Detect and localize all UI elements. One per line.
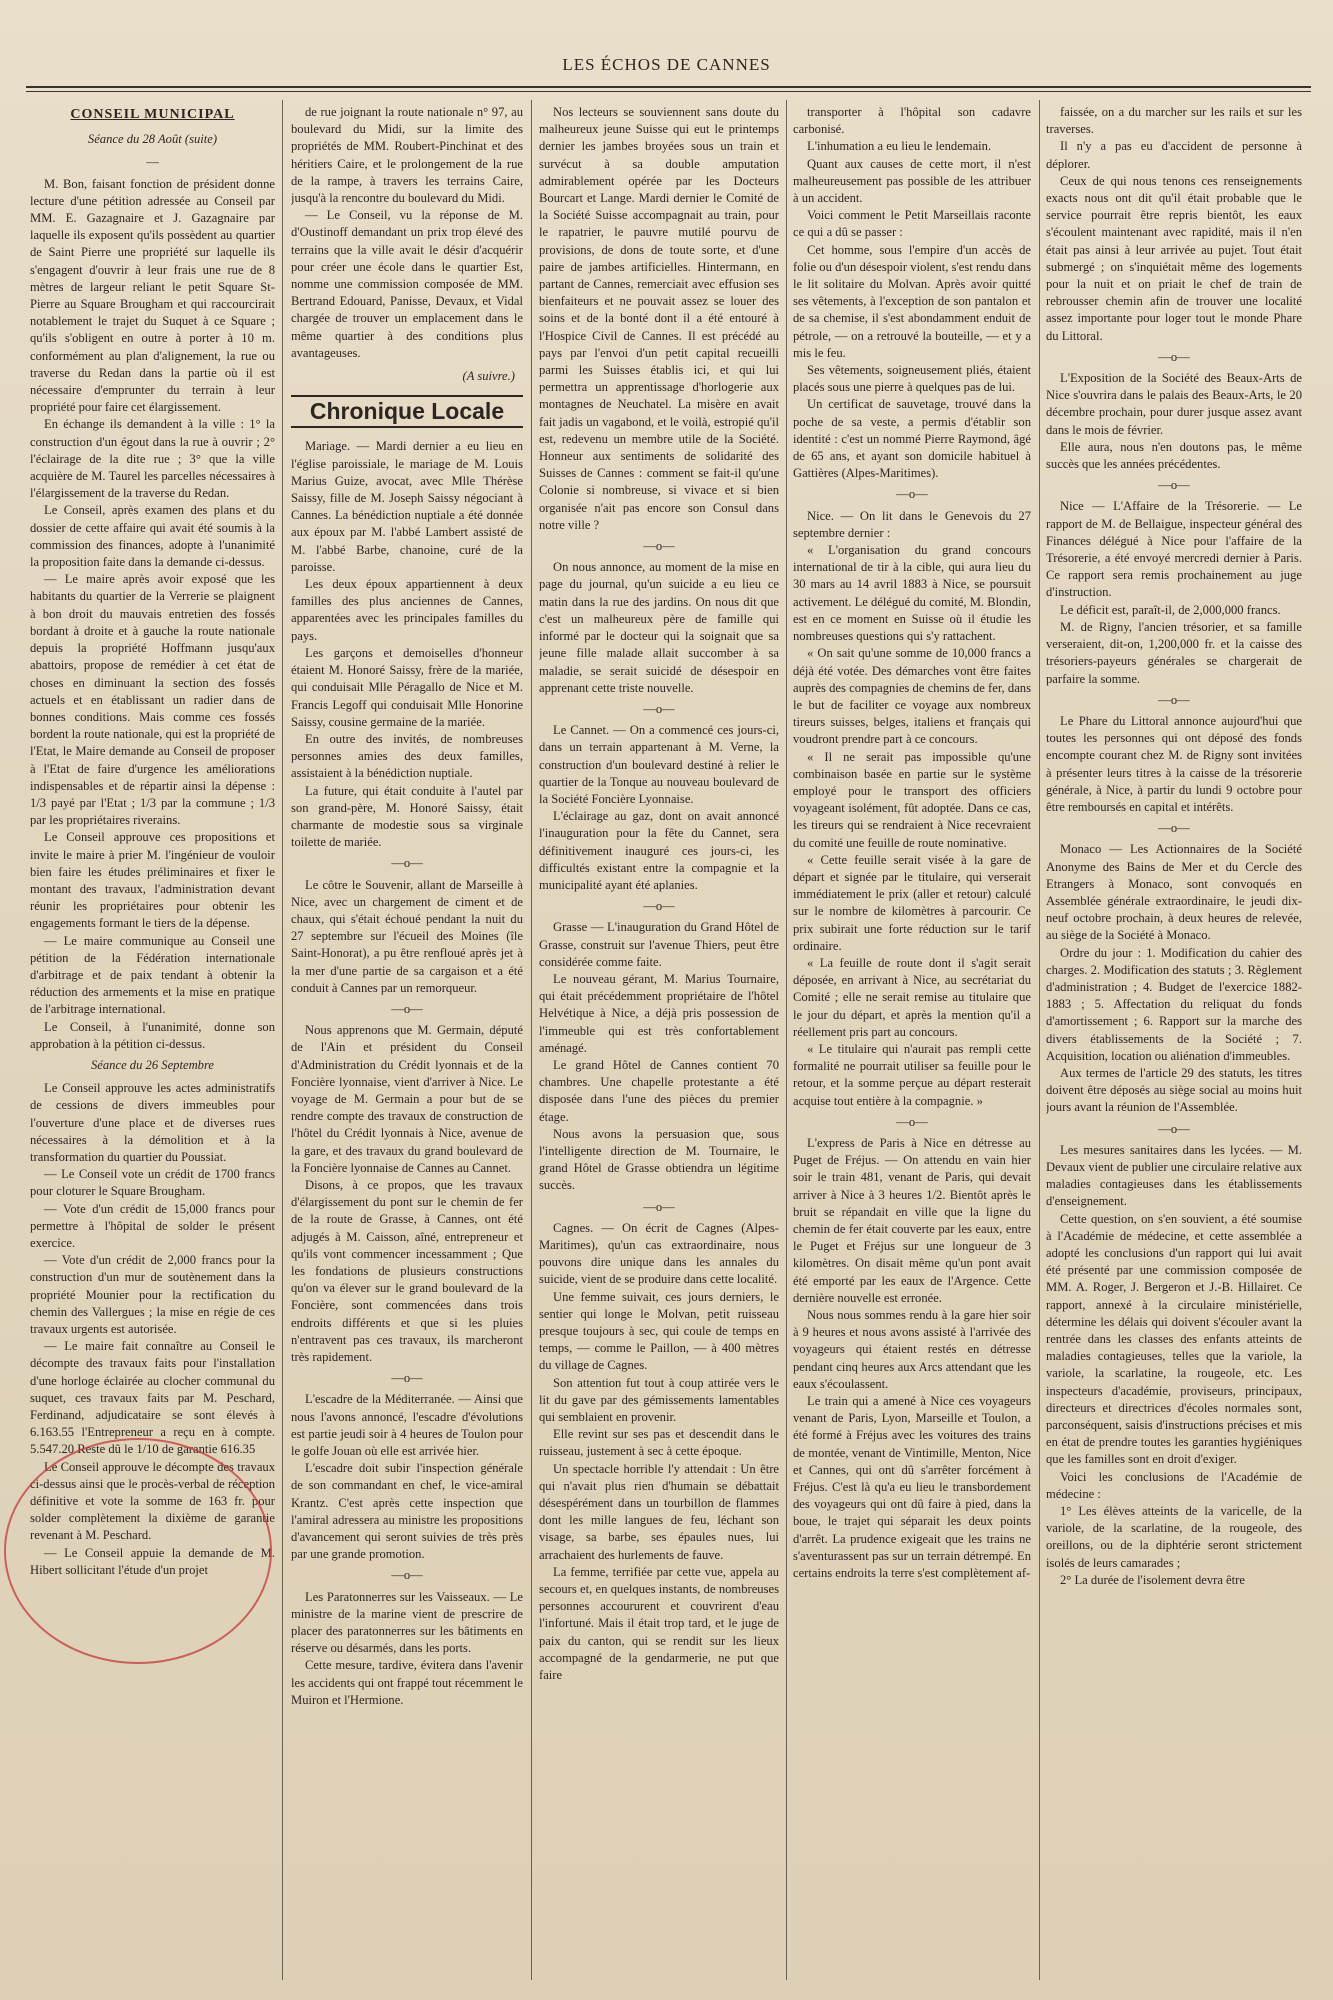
- paragraph: — Le Conseil vote un crédit de 1700 francs pour cloturer le Square Brougham.: [30, 1167, 275, 1199]
- paragraph: Un certificat de sauvetage, trouvé dans la poche de sa veste, a permis d'établir son identité : c'est un nommé Pierre Raymond, âgé de 65 ans, et ayant son domicile habituel à Gattières (Alpes-Maritimes).: [793, 397, 1031, 481]
- paragraph: Le Conseil approuve les actes administratifs de cessions de divers immeubles pour l'ouverture d'une place et de diverses rues nécessaires à la démolition et à la transformation du quartier du Poussiat.: [30, 1081, 275, 1164]
- paragraph: — Le Conseil, vu la réponse de M. d'Oustinoff demandant un prix trop élevé des terrains que la ville avait le désir d'acquérir pour créer une école dans le quartier Est, nomme une commission composée de MM. Bertrand Edouard, Panisse, Devaux, et Vidal chargée de trouver un emplacement dans le même quartier à des conditions plus avantageuses.: [291, 208, 523, 360]
- separator: —o—: [1158, 821, 1190, 836]
- paragraph: Le côtre le Souvenir, allant de Marseille à Nice, avec un chargement de ciment et de chaux, qui s'était échoué pendant la nuit du 27 septembre sur l'écueil des Moines (île Saint-Honorat), a pu être renfloué après jet à la mer d'une partie de sa cargaison et a été conduit à Cannes par un remorqueur.: [291, 877, 523, 995]
- session-date: Séance du 26 Septembre: [91, 1057, 214, 1072]
- paragraph: Aux termes de l'article 29 des statuts, les titres doivent être déposés au siège social au moins huit jours avant la réunion de l'Assemblée.: [1046, 1065, 1302, 1115]
- separator: —o—: [391, 1001, 423, 1016]
- paragraph: Ordre du jour : 1. Modification du cahier des charges. 2. Modification des statuts ; 3. Règlement d'administration ; 4. Budget de l'exercice 1882-1883 ; 5. Affectation du reliquat du fonds d'amortissement ; 6. Rapport sur la marche des divers établissements de la Société ; 7. Acquisition, location ou aliénation d'immeubles.: [1046, 945, 1302, 1063]
- separator: —o—: [896, 487, 928, 502]
- paragraph: On nous annonce, au moment de la mise en page du journal, qu'un suicide a eu lieu ce matin dans la rue des jardins. On nous dit que c'est un malheureux père de famille qui informé par le docteur qui la soignait que sa jeune fille malade allait succomber à sa maladie, se serait suicidé de désespoir en apprenant cette triste nouvelle.: [539, 560, 779, 695]
- column-divider: [531, 100, 532, 1980]
- paragraph: Cette question, on s'en souvient, a été soumise à l'Académie de médecine, et cette assemblée a adopté les conclusions d'un rapport qui lui avait été présenté par une commission composée de MM. A. Roger, J. Bergeron et J.-B. Hillairet. Ce rapport, annexé à la circulaire ministérielle, détermine les délais qui doivent s'écouler avant la rentrée dans les classes des enfants atteints de maladies contagieuses, telles que la variole, la variole, la scarlatine, la rougeole, etc. Les inspecteurs d'académie, proviseurs, principaux, directeurs et directrices d'écoles normales sont, parconséquent, saisis d'instructions précises et mis en état de prendre toutes les garanties hygiéniques que les familles sont en droit d'exiger.: [1046, 1211, 1302, 1467]
- paragraph: En échange ils demandent à la ville : 1° la construction d'un égout dans la rue à ouvrir ; 2° l'éclairage de la dite rue ; 3° que la ville acquière de M. Taurel les parcelles nécessaires à l'élargissement de la traverse du Redan.: [30, 417, 275, 501]
- paragraph: Le nouveau gérant, M. Marius Tournaire, qui était précédemment propriétaire de l'hôtel Helvétique à Nice, a déjà pris possession de l'immeuble qui est très confortablement aménagé.: [539, 971, 779, 1055]
- paragraph: Voici les conclusions de l'Académie de médecine :: [1046, 1469, 1302, 1501]
- paragraph: Ceux de qui nous tenons ces renseignements exacts nous ont dit qu'il était probable que le service pourrait être repris bientôt, les eaux s'écoulent maintenant avec rapidité, mais il n'en était pas ainsi à leur arrivée au pujet. Tout était submergé ; on s'inquiétait même des logements pour la nuit et on priait le chef de train de rebrousser chemin afin de trouver une localité assez importante pour loger tout le monde Phare du Littoral.: [1046, 173, 1302, 343]
- paragraph: Cette mesure, tardive, évitera dans l'avenir les accidents qui ont frappé tout récemment le Muiron et l'Hermione.: [291, 1658, 523, 1707]
- separator: —o—: [1158, 1121, 1190, 1136]
- separator: —o—: [896, 1114, 928, 1129]
- paragraph: Les mesures sanitaires dans les lycées. — M. Devaux vient de publier une circulaire relative aux maladies contagieuses dans les établissements d'enseignement.: [1046, 1142, 1302, 1209]
- paragraph: « Il ne serait pas impossible qu'une combinaison basée en partie sur le système employé pour le transport des officiers voyageant isolément, fût adoptée. Dans ce cas, les tireurs qui se rendraient à Nice recevraient du comité une feuille de route nominative.: [793, 749, 1031, 850]
- column-4: [793, 104, 1031, 1984]
- paragraph: transporter à l'hôpital son cadavre carbonisé.: [793, 105, 1031, 137]
- separator: —o—: [643, 1199, 675, 1214]
- paragraph: La femme, terrifiée par cette vue, appela au secours et, en quelques instants, de nombreuses personnes accoururent et couvrirent d'eau l'infortuné. Mais il était trop tard, et le juge de paix du canton, qui se rendit sur les lieux accompagné de la gendarmerie, ne put que faire: [539, 1564, 779, 1683]
- red-ink-circle-mark: [4, 1438, 272, 1664]
- paragraph: Les deux époux appartiennent à deux familles des plus anciennes de Cannes, apparentées avec les principales familles du pays.: [291, 577, 523, 643]
- paragraph: Le grand Hôtel de Cannes contient 70 chambres. Une chapelle protestante a été disposée dans l'une des pièces du premier étage.: [539, 1057, 779, 1124]
- paragraph: Nous avons la persuasion que, sous l'intelligente direction de M. Tournaire, le grand Hôtel de Grasse obtiendra un légitime succès.: [539, 1126, 779, 1193]
- separator: —o—: [391, 1568, 423, 1583]
- paragraph: « L'organisation du grand concours international de tir à la cible, qui aura lieu du 30 mars au 14 avril 1883 à Nice, se poursuit activement. Le délégué du comité, M. Blondin, est en ce moment en Suisse où il étudie les nombreuses questions qui s'y rattachent.: [793, 543, 1031, 644]
- paragraph: « Cette feuille serait visée à la gare de départ et signée par le titulaire, qui verserait immédiatement le prix (aller et retour) calculé sur le nombre de kilomètres à parcourir. Ce prix subirait une forte réduction sur le tarif ordinaire.: [793, 852, 1031, 953]
- separator: —o—: [643, 539, 675, 554]
- paragraph: Elle aura, nous n'en doutons pas, le même succès que les années précédentes.: [1046, 439, 1302, 472]
- separator: —o—: [643, 899, 675, 914]
- paragraph: En outre des invités, de nombreuses personnes amies des deux familles, assistaient à la bénédiction nuptiale.: [291, 731, 523, 781]
- section-title-chronique: Chronique Locale: [291, 395, 523, 428]
- paragraph: Les Paratonnerres sur les Vaisseaux. — Le ministre de la marine vient de prescrire de placer des paratonnerres sur les bâtiments en réserve ou désarmés, dans les ports.: [291, 1589, 523, 1656]
- paragraph: Grasse — L'inauguration du Grand Hôtel de Grasse, construit sur l'avenue Thiers, peut être considérée comme faite.: [539, 920, 779, 969]
- paragraph: L'escadre doit subir l'inspection générale de son commandant en chef, le vice-amiral Krantz. C'est après cette inspection que l'amiral adressera au ministre les propositions d'avancement qui seront suivies de très près par une grande promotion.: [291, 1461, 523, 1562]
- column-3: [539, 104, 779, 1984]
- paragraph: Cagnes. — On écrit de Cagnes (Alpes-Maritimes), qu'un cas extraordinaire, nous pouvons dire unique dans les annales du suicide, vient de se produire dans cette localité.: [539, 1220, 779, 1287]
- column-2: [291, 104, 523, 1984]
- header-rule-thin: [26, 91, 1311, 92]
- paragraph: Nous apprenons que M. Germain, député de l'Ain et président du Conseil d'Administration du Crédit lyonnais et de la Foncière lyonnaise, vient d'arriver à Nice. Le voyage de M. Germain a pour but de se rendre compte des travaux de construction de l'hôtel du Crédit lyonnais à Nice, avenue de la gare, et des travaux du grand boulevard de la Foncière lyonnaise de Cannes au Cannet.: [291, 1023, 523, 1175]
- paragraph: Le train qui a amené à Nice ces voyageurs venant de Paris, Lyon, Marseille et Toulon, a été formé à Fréjus avec les voitures des trains de montée, venant de Vintimille, Menton, Nice et Cannes, qui ont dû s'arrêter forcément à Fréjus. C'est là qu'a eu lieu le transbordement des voyageurs qui ont dû faire à pied, dans la boue, le trajet qui séparait les deux points d'arrêt. La prudence exigeait que les trains ne s'aventurassent pas sur un terrain détrempé. En certains endroits la terre s'est complètement af-: [793, 1394, 1031, 1581]
- paragraph: faissée, on a du marcher sur les rails et sur les traverses.: [1046, 105, 1302, 137]
- column-1: [30, 104, 275, 1984]
- paragraph: — Vote d'un crédit de 15,000 francs pour permettre à l'hôpital de solder le présent exercice.: [30, 1201, 275, 1250]
- paragraph: 1° Les élèves atteints de la varicelle, de la variole, de la scarlatine, de la rougeole, des oreillons, ou de la diphtérie seront strictement isolés de leurs camarades ;: [1046, 1504, 1302, 1570]
- paragraph: — Le maire fait connaître au Conseil le décompte des travaux faits pour l'installation d'une horloge éclairée au clocher communal du suquet, ces travaux faits par M. Peschard, Ferdinand, adjudicataire se sont élevés à 6.163.55 l'Entrepreneur a reçu en à compte. 5.547.20 Reste dû le 1/10 de garantie 616.35: [30, 1339, 275, 1457]
- column-5: [1046, 104, 1302, 1984]
- paragraph: 2° La durée de l'isolement devra être: [1060, 1572, 1245, 1587]
- paragraph: Voici comment le Petit Marseillais raconte ce qui a dû se passer :: [793, 208, 1031, 240]
- paragraph: M. Bon, faisant fonction de président donne lecture d'une pétition adressée au Conseil par MM. E. Gazagnaire et J. Gazagnaire par laquelle ils exposent qu'ils possèdent au quartier de Saint Pierre une propriété sur laquelle ils s'engagent d'ouvrir à leur frais une rue de 8 mètres de largeur reliant le petit Square St-Pierre au Square Brougham et qui raccourcirait notablement le trajet du Suquet à ce Square ; qu'ils s'obligent en outre à porter à 10 m. conformément au plan d'alignement, la rue ou traverse du Redan dans la partie où il est nécessaire d'emprunter du terrain à leur propriété pour faire cet élargissement.: [30, 176, 275, 415]
- paragraph: « Le titulaire qui n'aurait pas rempli cette formalité ne pourrait utiliser sa feuille pour le retour, et la somme perçue au départ resterait acquise tout entière à la compagnie. »: [793, 1041, 1031, 1108]
- paragraph: Le Cannet. — On a commencé ces jours-ci, dans un terrain appartenant à M. Verne, la construction d'un boulevard destiné à relier le quartier de la Tonque au nouveau boulevard de la Société Foncière Lyonnaise.: [539, 723, 779, 806]
- paragraph: L'escadre de la Méditerranée. — Ainsi que nous l'avons annoncé, l'escadre d'évolutions est partie jeudi soir à 4 heures de Toulon pour le golfe Jouan où elle est arrivée hier.: [291, 1392, 523, 1459]
- paragraph: Ses vêtements, soigneusement pliés, étaient placés sous une pierre à quelques pas de lui.: [793, 363, 1031, 395]
- paragraph: L'express de Paris à Nice en détresse au Puget de Fréjus. — On attendu en vain hier soir le train 481, venant de Paris, qui devait arriver à Nice à 3 heures 1/2. Bientôt après le bruit se répandait en ville que la ligne du chemin de fer était couverte par les eaux, entre le Puget et Fréjus sur une longueur de 3 kilomètres. On disait même qu'un pont avait été emporté par les eaux de l'Argence. Cette dernière nouvelle est erronée.: [793, 1135, 1031, 1305]
- paragraph: Cet homme, sous l'empire d'un accès de folie ou d'un désespoir violent, s'est rendu dans le lit solitaire du Molvan. Après avoir quitté ses vêtements, à l'exception de son pantalon et de sa chemise, il s'est abondamment enduit de pétrole, — on a retrouvé la bouteille, — et y a mis le feu.: [793, 242, 1031, 360]
- paragraph: — Le Conseil appuie la demande de M. Hibert sollicitant l'étude d'un projet: [30, 1545, 275, 1577]
- paragraph: — Le maire après avoir exposé que les habitants du quartier de la Verrerie se plaignent à bon droit du mauvais entretien des fossés bordant à droite et à gauche la route nationale depuis la propriété Hoffmann jusqu'aux abattoirs, propose de remédier à cet état de choses en diminuant la section des fossés actuels et en établissant un radier dans de bonnes conditions. Mais comme ces fossés bordent la route nationale, qui est la propriété de l'Etat, le Maire demande au Conseil de proposer à l'Etat de faire d'urgence les améliorations indispensables et de répartir ainsi la dépense : 1/3 payé par l'Etat ; 1/3 par la commune ; 1/3 par les propriétaires riverains.: [30, 572, 275, 828]
- paragraph: Le Conseil, à l'unanimité, donne son approbation à la pétition ci-dessus.: [30, 1019, 275, 1051]
- paragraph: de rue joignant la route nationale n° 97, au boulevard du Midi, sur la limite des propriétés de MM. Roubert-Pinchinat et des héritiers Caire, et le prolongement de la rue de la rampe, à travers les terrains Caire, jusqu'à la rencontre du boulevard du Midi.: [291, 105, 523, 206]
- paragraph: Nos lecteurs se souviennent sans doute du malheureux jeune Suisse qui eut le printemps dernier les jambes broyées sous un train et survécut à sa double amputation admirablement opérée par les Docteurs Bourcart et Lange. Mardi dernier le Comité de la Société Suisse accompagnait au train, pour le rapatrier, le pauvre mutilé pourvu de provisions, de dons de toute sorte, et d'une paire de jambes artificielles. Hintermann, en partant de Cannes, remerciait avec effusion ses bienfaiteurs et ne pouvait assez se louer des soins et de la bonté dont il a été entouré à l'Hospice Civil de Cannes. Il est précédé au pays par l'envoi d'un petit capital recueilli parmi les Suisses établis ici, et qui lui permettra un apprentissage d'horlogerie aux montagnes de Neuchatel. La misère en avait fait jadis un vagabond, et le voilà, estropié qu'il est, redevenu un membre utile de la Société. Honneur aux sentiments de solidarité des Suisses de Cannes : comment se fait-il qu'une Colonie si nombreuse, si vivace et si bien organisée n'ait pas encore son Consul dans notre ville ?: [539, 105, 779, 532]
- paragraph: Monaco — Les Actionnaires de la Société Anonyme des Bains de Mer et du Cercle des Etrangers à Monaco, sont convoqués en Assemblée générale extraordinaire, le jeudi dix-neuf octobre prochain, à deux heures de relevée, au siège de la Société à Monaco.: [1046, 842, 1302, 943]
- paragraph: Il n'y a pas eu d'accident de personne à déplorer.: [1046, 139, 1302, 171]
- paragraph: Un spectacle horrible l'y attendait : Un être qui n'avait plus rien d'humain se débattait désespérément dans un tourbillon de flammes dont les mille langues de feu, léchant son visage, sa barbe, ses épaules nues, lui arrachaient des hurlements de fauve.: [539, 1461, 779, 1562]
- paragraph: — Vote d'un crédit de 2,000 francs pour la construction d'un mur de soutènement dans la propriété Mounier pour la rectification du chemin des Vallergues ; la mise en régie de ces travaux urgents est autorisée.: [30, 1253, 275, 1337]
- separator: —o—: [1158, 692, 1190, 707]
- paragraph: M. de Rigny, l'ancien trésorier, et sa famille verseraient, dit-on, 1,200,000 fr. et la caisse des trésoriers-payeurs générales se chargerait de parfaire la somme.: [1046, 619, 1302, 686]
- separator: —o—: [1158, 478, 1190, 493]
- paragraph: Le déficit est, paraît-il, de 2,000,000 francs.: [1060, 602, 1281, 617]
- separator: —o—: [391, 1371, 423, 1386]
- page-header: LES ÉCHOS DE CANNES: [562, 55, 771, 74]
- column-divider: [786, 100, 787, 1980]
- paragraph: Nice. — On lit dans le Genevois du 27 septembre dernier :: [793, 508, 1031, 540]
- separator: —: [146, 155, 159, 170]
- session-date: Séance du 28 Août (suite): [87, 132, 218, 147]
- paragraph: Le Phare du Littoral annonce aujourd'hui que toutes les personnes qui ont déposé des fonds encompte courant chez M. de Rigny sont invitées à présenter leurs titres à la caisse de la trésorerie générale, à Nice, à partir du lundi 9 octobre pour être remboursés en capital et intérêts.: [1046, 713, 1302, 814]
- separator: —o—: [391, 856, 423, 871]
- paragraph: Son attention fut tout à coup attirée vers le lit du gave par des gémissements lamentables qui semblaient en provenir.: [539, 1375, 779, 1425]
- paragraph: Elle revint sur ses pas et descendit dans le ruisseau, justement à sec à cette époque.: [539, 1427, 779, 1459]
- column-divider: [282, 100, 283, 1980]
- separator: —o—: [643, 701, 675, 716]
- paragraph: « La feuille de route dont il s'agit serait déposée, en arrivant à Nice, au secrétariat du Comité ; elle ne serait remise au titulaire que le jour du départ, et après la mention qu'il a réellement pris part au concours.: [793, 955, 1031, 1039]
- paragraph: Mariage. — Mardi dernier a eu lieu en l'église paroissiale, le mariage de M. Louis Marius Guize, avocat, avec Mlle Thérèse Saissy, fille de M. Joseph Saissy négociant à Cannes. La bénédiction nuptiale a été donnée aux époux par M. l'abbé Lambert assisté de M. l'abbé Barbe, chanoine, curé de la paroisse.: [291, 439, 523, 574]
- paragraph: Le Conseil approuve le décompte des travaux ci-dessus ainsi que le procès-verbal de réception définitive et vote la somme de 163 fr. pour solder complètement la dixième de garantie revenant à M. Peschard.: [30, 1459, 275, 1543]
- section-heading: CONSEIL MUNICIPAL: [70, 107, 235, 122]
- paragraph: L'inhumation a eu lieu le lendemain.: [807, 139, 992, 154]
- separator: —o—: [1158, 349, 1190, 364]
- paragraph: Une femme suivait, ces jours derniers, le sentier qui longe le Molvan, petit ruisseau presque toujours à sec, qui coule de temps en temps, — comme le Paillon, — à 400 mètres du village de Cagnes.: [539, 1289, 779, 1373]
- paragraph: Quant aux causes de cette mort, il n'est malheureusement pas possible de les attribuer à un accident.: [793, 156, 1031, 206]
- paragraph: Le Conseil approuve ces propositions et invite le maire à prier M. l'ingénieur de vouloir bien faire les études préliminaires et fixer le montant des travaux, l'administration devant réunir les propriétaires pour obtenir les engagements formant le tiers de la dépense.: [30, 830, 275, 931]
- paragraph: Disons, à ce propos, que les travaux d'élargissement du pont sur le chemin de fer de la route de Grasse, à Cannes, ont été adjugés à M. Caisson, aîné, entrepreneur et qu'ils vont commencer incessamment ; Que les fondations de plusieurs constructions qu'on va élever sur le grand boulevard de la Foncière, sont commencées dans trois endroits différents et que si les pluies n'entravent pas ces travaux, ils marcheront très rapidement.: [291, 1177, 523, 1365]
- paragraph: Nice — L'Affaire de la Trésorerie. — Le rapport de M. de Bellaigue, inspecteur général des Finances délégué à Nice pour l'affaire de la Trésorerie, a été envoyé mercredi dernier à Paris. Ce rapport sera remis prochainement au juge d'instruction.: [1046, 499, 1302, 600]
- to-be-continued: (A suivre.): [462, 369, 515, 384]
- paragraph: L'éclairage au gaz, dont on avait annoncé l'inauguration pour la fête du Cannet, sera définitivement inauguré ces jours-ci, les difficultés existant entre la compagnie et la municipalité ayant été aplanies.: [539, 809, 779, 892]
- paragraph: Le Conseil, après examen des plans et du dossier de cette affaire qui avait été soumis à la commission des finances, adopte à l'unanimité la proposition faite dans la demande ci-dessus.: [30, 503, 275, 570]
- paragraph: La future, qui était conduite à l'autel par son grand-père, M. Honoré Saissy, était charmante de modestie sous sa virginale toilette de mariée.: [291, 783, 523, 850]
- paragraph: Les garçons et demoiselles d'honneur étaient M. Honoré Saissy, frère de la mariée, qui conduisait Mlle Péragallo de Nice et M. Francis Legoff qui conduisait Mlle Honorine Saissy, cousine germaine de la mariée.: [291, 645, 523, 729]
- column-divider: [1039, 100, 1040, 1980]
- paragraph: L'Exposition de la Société des Beaux-Arts de Nice s'ouvrira dans le palais des Beaux-Arts, le 20 décembre prochain, pour durer jusque assez avant dans le mois de février.: [1046, 371, 1302, 437]
- paragraph: « On sait qu'une somme de 10,000 francs a déjà été votée. Des démarches vont être faites auprès des compagnies de chemins de fer, dans le but de faciliter ce voyage aux nombreux tireurs suisses, belges, italiens et français qui voudront prendre part à ce concours.: [793, 646, 1031, 747]
- header-rule: [26, 86, 1311, 88]
- paragraph: — Le maire communique au Conseil une pétition de la Fédération internationale d'arbitrage et de paix tendant à obtenir la réduction des armements et la mise en pratique de l'arbitrage international.: [30, 933, 275, 1017]
- paragraph: Nous nous sommes rendu à la gare hier soir à 9 heures et nous avons assisté à l'arrivée des voyageurs qui étaient restés en détresse pendant cinq heures aux Arcs attendant que les eaux s'écoulassent.: [793, 1308, 1031, 1391]
